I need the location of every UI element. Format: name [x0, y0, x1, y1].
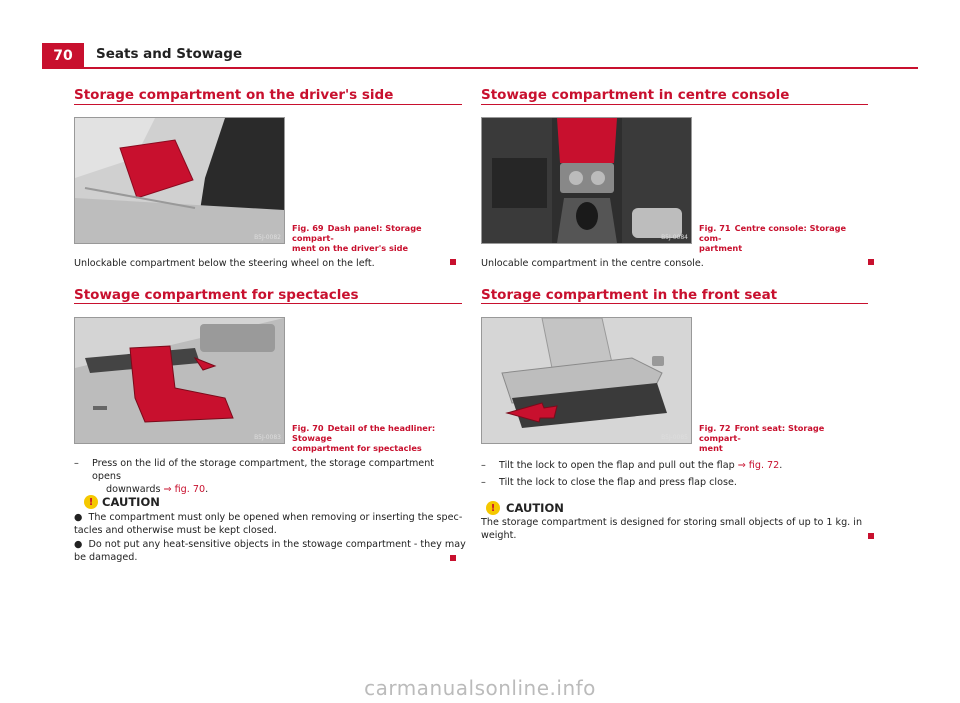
figure-69-caption	[292, 223, 462, 253]
exclamation-icon: !	[84, 495, 98, 509]
end-of-section-mark	[868, 259, 874, 265]
section-rule	[74, 104, 462, 105]
caption-line: partment	[699, 243, 743, 253]
caption-line: ment	[699, 443, 723, 453]
figure-71-caption	[699, 223, 864, 253]
bullet-text: be damaged.	[74, 552, 138, 563]
figure-72-image	[481, 317, 692, 444]
section-rule	[481, 303, 868, 304]
figure-69-image	[74, 117, 285, 244]
figure-70-caption	[292, 423, 464, 453]
header-rule	[84, 67, 918, 69]
front-seat-illustration	[482, 318, 691, 443]
caption-line: Centre console: Storage com-	[699, 223, 847, 243]
section-rule	[481, 104, 868, 105]
section-title-spectacles: Stowage compartment for spectacles	[74, 287, 359, 303]
chapter-title: Seats and Stowage	[96, 46, 243, 62]
section-title-drivers-side: Storage compartment on the driver's side	[74, 87, 394, 103]
caption-line: Detail of the headliner: Stowage	[292, 423, 436, 443]
step-line: .	[205, 484, 209, 495]
caution-heading: CAUTION	[102, 495, 160, 509]
figure-code: B5J-0085	[661, 434, 688, 441]
step-line: .	[779, 460, 783, 471]
step-text	[92, 457, 462, 496]
page-number: 70	[42, 43, 84, 69]
step-dash: –	[74, 458, 79, 469]
figure-code: B5J-0084	[661, 234, 688, 241]
section-title-front-seat: Storage compartment in the front seat	[481, 287, 778, 303]
bullet-text: The compartment must only be opened when removing or inserting the spec-	[88, 512, 463, 523]
caption-line: Front seat: Storage compart-	[699, 423, 825, 443]
step-line: Tilt the lock to open the flap and pull out the flap	[499, 460, 738, 471]
body-text: Unlocable compartment in the centre console.	[481, 258, 704, 269]
step-text: Tilt the lock to close the flap and press flap close.	[499, 477, 737, 488]
caption-line: compartment for spectacles	[292, 443, 422, 453]
caption-label: Fig. 72	[699, 423, 731, 433]
end-of-section-mark	[450, 259, 456, 265]
figure-reference-link[interactable]: ⇒ fig. 72	[737, 460, 780, 471]
figure-code: B5J-0083	[254, 434, 281, 441]
bullet-dot: ●	[74, 539, 83, 550]
figure-reference-link[interactable]: ⇒ fig. 70	[163, 484, 206, 495]
body-text: Unlockable compartment below the steering wheel on the left.	[74, 258, 375, 269]
caption-label: Fig. 71	[699, 223, 731, 233]
figure-70-image	[74, 317, 285, 444]
figure-71-image	[481, 117, 692, 244]
figure-code: B5J-0082	[254, 234, 281, 241]
caution-line: weight.	[481, 530, 517, 541]
caution-text	[481, 516, 871, 542]
bullet-text: Do not put any heat-sensitive objects in the stowage compartment - they may	[88, 539, 466, 550]
step-dash: –	[481, 460, 486, 471]
caution-heading: CAUTION	[506, 501, 564, 515]
caption-label: Fig. 70	[292, 423, 324, 433]
step-line: Press on the lid of the storage compartment, the storage compartment opens	[92, 458, 435, 482]
exclamation-icon: !	[486, 501, 500, 515]
caution-bullet	[74, 538, 466, 564]
bullet-text: tacles and otherwise must be kept closed.	[74, 525, 277, 536]
caption-label: Fig. 69	[292, 223, 324, 233]
step-dash: –	[481, 477, 486, 488]
section-title-centre-console: Stowage compartment in centre console	[481, 87, 790, 103]
watermark: carmanualsonline.info	[364, 676, 596, 700]
step-line: downwards	[106, 484, 164, 495]
centre-console-illustration	[482, 118, 691, 243]
figure-72-caption	[699, 423, 864, 453]
caution-bullet	[74, 511, 466, 537]
end-of-section-mark	[868, 533, 874, 539]
section-rule	[74, 303, 462, 304]
step-text	[499, 459, 869, 472]
headliner-illustration	[75, 318, 284, 443]
bullet-dot: ●	[74, 512, 83, 523]
caption-line: Dash panel: Storage compart-	[292, 223, 422, 243]
caption-line: ment on the driver's side	[292, 243, 409, 253]
caution-line: The storage compartment is designed for storing small objects of up to 1 kg. in	[481, 517, 863, 528]
end-of-section-mark	[450, 555, 456, 561]
dash-panel-illustration	[75, 118, 284, 243]
